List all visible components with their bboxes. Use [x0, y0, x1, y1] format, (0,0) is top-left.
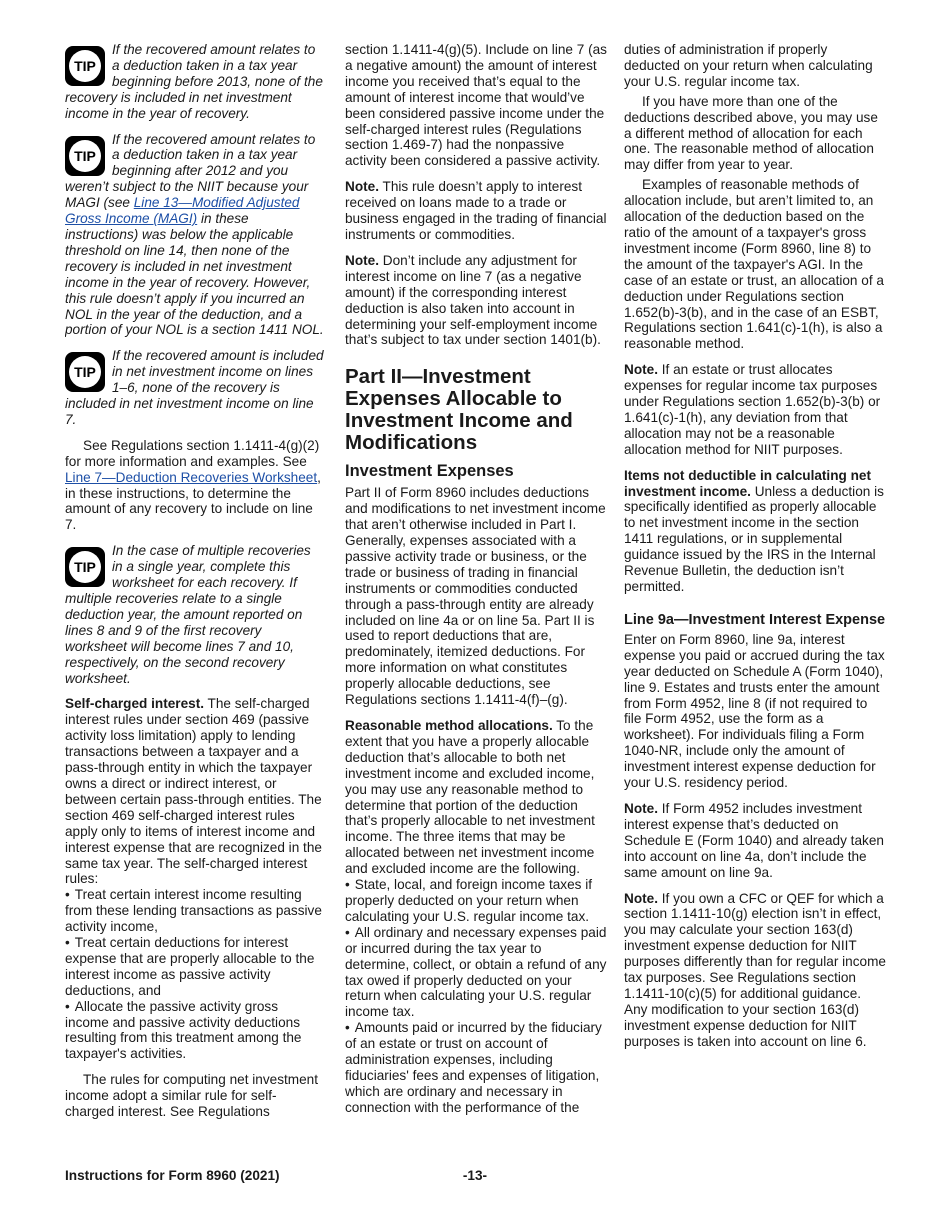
subsection-heading: Investment Expenses [345, 462, 514, 481]
paragraph: If you have more than one of the deductions described above, you may use a different method of allocation for each one. The reasonable method of allocation may differ from year to year. [624, 93, 878, 173]
tip-text: in these instructions) was below the applicable threshold on line 14, then none of the recovery is included in net investment income in the year of recovery. However, this rule doesn’t apply if you incurred an NOL in the year of the deduction, and a portion of your NOL is a section 1411 NOL. [65, 211, 324, 338]
paragraph: See Regulations section 1.1411-4(g)(2) for more information and examples. See Line 7—Deduction Recoveries Worksheet, in these instructions, to determine the amount of any recovery to include on line 7. [65, 437, 321, 533]
tip-text: If the recovered amount relates to a deduction taken in a tax year beginning after 2012 and you weren’t subject to the NIIT because your MAGI (see [65, 131, 316, 211]
magi-link[interactable]: Line 13—Modified Adjusted Gross Income (MAGI) [65, 195, 300, 227]
column-left [65, 42, 325, 1130]
note: Note. If an estate or trust allocates expenses for regular income tax purposes under Regulations section 1.652(b)-3(b) or 1.641(c)-1(h), any deviation from that allocation may not be a reasonable allocation method for NIIT purposes. [624, 362, 881, 457]
note: Note. Don’t include any adjustment for interest income on line 7 (as a negative amount) if the corresponding interest deduction is also taken into account in determining your self-employment income that’s subject to tax under section 1401(b). [345, 252, 601, 348]
paragraph: The rules for computing net investment income adopt a similar rule for self-charged interest. See Regulations [65, 1072, 318, 1120]
subsection-heading: Line 9a—Investment Interest Expense [624, 611, 886, 628]
list-item: • All ordinary and necessary expenses paid or incurred during the tax year to determine, collect, or obtain a refund of any tax owed if properly deducted on your return when calculating your U.S. regular income tax. [345, 925, 607, 1020]
tip-icon: TIP [65, 136, 105, 176]
column-middle [345, 42, 607, 1126]
list-item: • Allocate the passive activity gross income and passive activity deductions resulting from this treatment among the taxpayer's activities. [65, 999, 325, 1063]
tip-text: If the recovered amount relates to a deduction taken in a tax year beginning before 2013, none of the recovery is included in net investment income in the year of recovery. [65, 42, 323, 121]
bullet-list [345, 877, 607, 1116]
run-in-heading: Self-charged interest. [65, 696, 204, 712]
tip-icon: TIP [65, 352, 105, 392]
paragraph: Enter on Form 8960, line 9a, interest expense you paid or accrued during the tax year deducted on Schedule A (Form 1040), line 9. Estates and trusts enter the amount from Form 4952, line 8 (if not required to file Form 4952, use the form as a worksheet). For individuals filing a Form 1040-NR, include only the amount of investment interest expense deduction for your U.S. residency period. [624, 631, 885, 791]
run-in-heading: Reasonable method allocations. [345, 718, 553, 733]
list-item: • Amounts paid or incurred by the fiduciary of an estate or trust on account of administration expenses, including fiduciaries' fees and expenses of litigation, which are ordinary and necessary in connection with the performance of the [345, 1020, 607, 1115]
tip-text: In the case of multiple recoveries in a single year, complete this worksheet for each recovery. If multiple recoveries relate to a single deduction year, the amount reported on lines 8 and 9 of the first recovery worksheet will become lines 7 and 10, respectively, on the second recovery worksheet. [65, 543, 311, 686]
section-heading: Part II—Investment Expenses Allocable to Investment Income and Modifications [345, 365, 573, 455]
run-in-heading: Items not deductible in calculating net investment income. [624, 467, 871, 499]
tip-box [65, 543, 325, 686]
paragraph: Examples of reasonable methods of allocation include, but aren’t limited to, an allocation of the deduction based on the ratio of the amount of a taxpayer's gross investment income (Form 8960, line 8) to the amount of the taxpayer's AGI. In the case of an estate or trust, an allocation of a deduction under Regulations section 1.652(b)-3(b), and in the case of an ESBT, Regulations section 1.641(c)-1(h), is also a reasonable method. [624, 177, 884, 352]
tip-icon: TIP [65, 46, 105, 86]
worksheet-link[interactable]: Line 7—Deduction Recoveries Worksheet [65, 469, 318, 485]
page-number: -13- [462, 1168, 488, 1183]
tip-box [65, 132, 325, 339]
tip-icon: TIP [65, 547, 105, 587]
paragraph: duties of administration if properly deducted on your return when calculating your U.S. regular income tax. [624, 42, 873, 89]
list-item: • Treat certain deductions for interest expense that are properly allocable to the interest income as passive activity deductions, and [65, 935, 325, 999]
paragraph: Part II of Form 8960 includes deductions and modifications to net investment income that aren’t otherwise included in Part I. Generally, expenses associated with a passive activity trade or business, or the trade or business of trading in financial instruments or commodities conducted through a pass-through entity are already included on line 4a or on line 5a. Part II is used to report deductions that are, predominately, itemized deductions. For more information on what constitutes properly allocable deductions, see Regulations sections 1.1411-4(f)–(g). [345, 485, 606, 708]
note: Note. This rule doesn’t apply to interest received on loans made to a trade or business engaged in the trading of financial instruments or commodities. [345, 179, 607, 242]
paragraph: section 1.1411-4(g)(5). Include on line 7 (as a negative amount) the amount of interest income you received that’s equal to the amount of interest income that would’ve been considered passive income under the self-charged interest rules (Regulations section 1.469-7) had the nonpassive activity been considered a passive activity. [345, 42, 607, 169]
paragraph: Reasonable method allocations. To the extent that you have a properly allocable deduction that’s allocable to both net investment income and excluded income, you may use any reasonable method to determine that portion of the deduction that’s properly allocable to net investment income. The three items that may be allocated between net investment income and excluded income are the following. [345, 718, 595, 877]
bullet-list [65, 887, 325, 1062]
list-item: • State, local, and foreign income taxes if properly deducted on your return when calculating your U.S. regular income tax. [345, 877, 607, 925]
tip-text: If the recovered amount is included in net investment income on lines 1–6, none of the recovery is included in net investment income on line 7. [65, 348, 324, 427]
note: Note. If Form 4952 includes investment interest expense that’s deducted on Schedule E (Form 1040) and already taken into account on line 4a, don’t include the same amount on line 9a. [624, 800, 884, 880]
tip-box [65, 348, 325, 428]
note: Note. If you own a CFC or QEF for which a section 1.1411-10(g) election isn’t in effect, you may calculate your section 163(d) investment expense deduction for NIIT purposes differently than for regular income tax purposes. See Regulations section 1.1411-10(c)(5) for additional guidance. Any modification to your section 163(d) investment expense deduction for NIIT purposes is taken into account on line 6. [624, 890, 886, 1049]
paragraph: Items not deductible in calculating net investment income. Unless a deduction is specifically identified as properly allocable to net investment income in the section 1411 regulations, or in supplemental guidance issued by the IRS in the Internal Revenue Bulletin, the deduction isn’t permitted. [624, 467, 884, 594]
tip-box [65, 42, 325, 122]
list-item: • Treat certain interest income resulting from these lending transactions as passive activity income, [65, 887, 325, 935]
column-right [624, 42, 886, 1060]
footer-title: Instructions for Form 8960 (2021) [65, 1168, 280, 1183]
paragraph: Self-charged interest. The self-charged interest rules under section 469 (passive activity loss limitation) apply to lending transactions between a taxpayer and a pass-through entity in which the taxpayer owns a direct or indirect interest, or between certain pass-through entities. The section 469 self-charged interest rules apply only to items of interest income and interest expense that are recognized in the same tax year. The self-charged interest rules: [65, 696, 322, 887]
